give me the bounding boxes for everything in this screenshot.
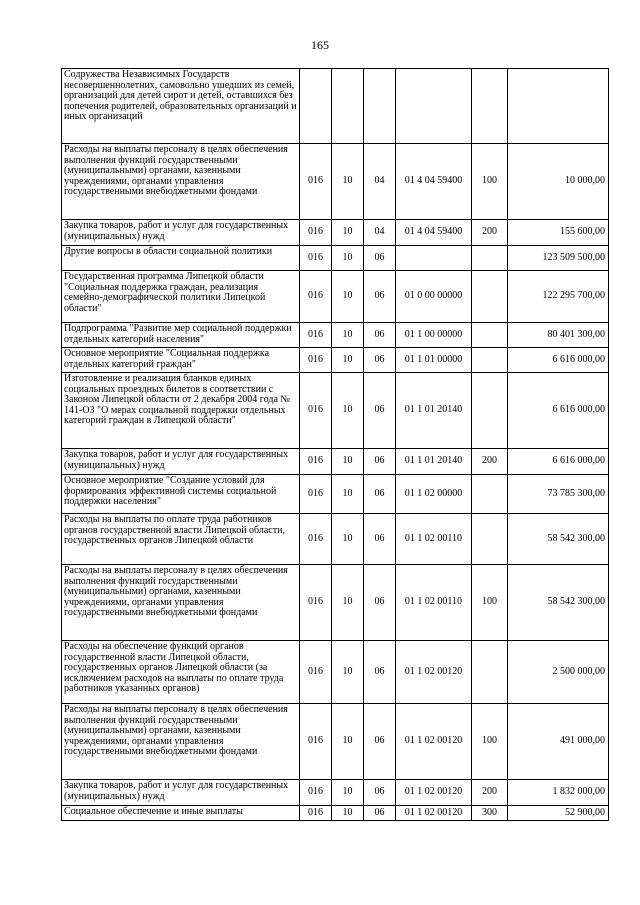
row-section: 10 — [332, 220, 364, 246]
row-subsection: 06 — [364, 246, 396, 271]
table-row — [62, 69, 609, 144]
row-name: Основное мероприятие "Социальная поддержка отдельных категорий граждан" — [62, 348, 300, 373]
row-ministry: 016 — [300, 348, 332, 373]
row-subsection: 06 — [364, 641, 396, 704]
row-amount: 52 900,00 — [508, 806, 609, 821]
row-subsection: 06 — [364, 373, 396, 449]
row-exp-type — [472, 271, 508, 323]
row-amount: 123 509 500,00 — [508, 246, 609, 271]
row-name: Подпрограмма "Развитие мер социальной поддержки отдельных категорий населения" — [62, 323, 300, 348]
row-subsection: 06 — [364, 806, 396, 821]
row-subsection: 06 — [364, 565, 396, 641]
table-row — [62, 323, 609, 348]
row-subsection: 06 — [364, 323, 396, 348]
row-target: 01 1 01 00000 — [396, 348, 472, 373]
row-name: Закупка товаров, работ и услуг для государственных (муниципальных) нужд — [62, 449, 300, 475]
row-target: 01 1 02 00110 — [396, 514, 472, 565]
row-amount: 6 616 000,00 — [508, 373, 609, 449]
row-target: 01 0 00 00000 — [396, 271, 472, 323]
row-ministry: 016 — [300, 271, 332, 323]
row-name: Другие вопросы в области социальной политики — [62, 246, 300, 271]
row-exp-type — [472, 641, 508, 704]
row-name: Основное мероприятие "Создание условий для формирования эффективной системы социальной поддержки населения" — [62, 475, 300, 514]
row-amount: 122 295 700,00 — [508, 271, 609, 323]
row-exp-type — [472, 323, 508, 348]
page-number: 165 — [311, 38, 329, 52]
row-exp-type — [472, 373, 508, 449]
row-name: Содружества Независимых Государств несовершеннолетних, самовольно ушедших из семей, организаций для детей сирот и детей, оставшихся без попечения родителей, образовательных организаций и иных организаций — [62, 69, 300, 144]
row-target: 01 1 02 00000 — [396, 475, 472, 514]
table-row — [62, 144, 609, 220]
row-name: Расходы на выплаты персоналу в целях обеспечения выполнения функций государственными (муниципальными) органами, казенными учреждениями, органами управления государственными внебюджетными фондами — [62, 144, 300, 220]
row-exp-type — [472, 69, 508, 144]
row-section: 10 — [332, 271, 364, 323]
row-target — [396, 69, 472, 144]
row-ministry: 016 — [300, 780, 332, 806]
row-ministry: 016 — [300, 246, 332, 271]
table-row — [62, 271, 609, 323]
row-ministry: 016 — [300, 641, 332, 704]
row-name: Расходы на выплаты персоналу в целях обеспечения выполнения функций государственными (муниципальными) органами, казенными учреждениями, органами управления государственными внебюджетными фондами — [62, 704, 300, 780]
table-row — [62, 475, 609, 514]
row-name: Изготовление и реализация бланков единых социальных проездных билетов в соответствии с Законом Липецкой области от 2 декабря 2004 года № 141-ОЗ "О мерах социальной поддержки отдельных категорий граждан в Липецкой области" — [62, 373, 300, 449]
row-name: Социальное обеспечение и иные выплаты — [62, 806, 300, 821]
row-ministry: 016 — [300, 323, 332, 348]
row-section: 10 — [332, 323, 364, 348]
row-amount: 1 832 000,00 — [508, 780, 609, 806]
row-exp-type: 100 — [472, 704, 508, 780]
row-ministry — [300, 69, 332, 144]
row-ministry: 016 — [300, 514, 332, 565]
row-section: 10 — [332, 514, 364, 565]
row-section: 10 — [332, 641, 364, 704]
row-ministry: 016 — [300, 475, 332, 514]
row-amount: 6 616 000,00 — [508, 348, 609, 373]
row-ministry: 016 — [300, 565, 332, 641]
row-section: 10 — [332, 348, 364, 373]
row-section: 10 — [332, 246, 364, 271]
table-row — [62, 348, 609, 373]
row-name: Расходы на выплаты персоналу в целях обеспечения выполнения функций государственными (муниципальными) органами, казенными учреждениями, органами управления государственными внебюджетными фондами — [62, 565, 300, 641]
row-exp-type: 300 — [472, 806, 508, 821]
row-amount — [508, 69, 609, 144]
table-row — [62, 449, 609, 475]
row-name: Расходы на обеспечение функций органов государственной власти Липецкой области, государственных органов Липецкой области (за исключением расходов на выплаты по оплате труда работников указанных органов) — [62, 641, 300, 704]
budget-table — [61, 68, 609, 821]
row-subsection: 04 — [364, 220, 396, 246]
row-exp-type — [472, 475, 508, 514]
row-target: 01 1 02 00120 — [396, 704, 472, 780]
row-exp-type — [472, 514, 508, 565]
row-amount: 491 000,00 — [508, 704, 609, 780]
budget-table-body — [62, 69, 609, 821]
row-subsection: 06 — [364, 780, 396, 806]
row-amount: 2 500 000,00 — [508, 641, 609, 704]
row-subsection: 06 — [364, 449, 396, 475]
table-row — [62, 704, 609, 780]
row-amount: 73 785 300,00 — [508, 475, 609, 514]
row-name: Закупка товаров, работ и услуг для государственных (муниципальных) нужд — [62, 780, 300, 806]
row-exp-type: 200 — [472, 220, 508, 246]
row-name: Государственная программа Липецкой области "Социальная поддержка граждан, реализация семейно-демографической политики Липецкой области" — [62, 271, 300, 323]
row-target: 01 1 02 00110 — [396, 565, 472, 641]
row-amount: 6 616 000,00 — [508, 449, 609, 475]
row-ministry: 016 — [300, 144, 332, 220]
row-target — [396, 246, 472, 271]
row-ministry: 016 — [300, 220, 332, 246]
row-exp-type — [472, 246, 508, 271]
table-row — [62, 780, 609, 806]
table-row — [62, 565, 609, 641]
row-target: 01 1 00 00000 — [396, 323, 472, 348]
row-target: 01 1 01 20140 — [396, 449, 472, 475]
row-ministry: 016 — [300, 449, 332, 475]
row-subsection: 06 — [364, 514, 396, 565]
row-section: 10 — [332, 449, 364, 475]
row-section: 10 — [332, 806, 364, 821]
row-exp-type: 200 — [472, 449, 508, 475]
row-subsection: 06 — [364, 475, 396, 514]
row-exp-type — [472, 348, 508, 373]
row-section — [332, 69, 364, 144]
row-ministry: 016 — [300, 806, 332, 821]
row-ministry: 016 — [300, 373, 332, 449]
row-target: 01 1 01 20140 — [396, 373, 472, 449]
row-target: 01 4 04 59400 — [396, 220, 472, 246]
row-target: 01 1 02 00120 — [396, 806, 472, 821]
row-section: 10 — [332, 565, 364, 641]
row-subsection: 06 — [364, 271, 396, 323]
table-row — [62, 246, 609, 271]
row-subsection: 06 — [364, 704, 396, 780]
row-section: 10 — [332, 144, 364, 220]
row-amount: 10 000,00 — [508, 144, 609, 220]
row-section: 10 — [332, 704, 364, 780]
table-row — [62, 806, 609, 821]
row-name: Закупка товаров, работ и услуг для государственных (муниципальных) нужд — [62, 220, 300, 246]
row-section: 10 — [332, 780, 364, 806]
row-subsection: 06 — [364, 348, 396, 373]
row-exp-type: 100 — [472, 565, 508, 641]
row-name: Расходы на выплаты по оплате труда работников органов государственной власти Липецкой области, государственных органов Липецкой области — [62, 514, 300, 565]
table-row — [62, 514, 609, 565]
row-subsection: 04 — [364, 144, 396, 220]
row-subsection — [364, 69, 396, 144]
row-exp-type: 100 — [472, 144, 508, 220]
row-section: 10 — [332, 373, 364, 449]
table-row — [62, 220, 609, 246]
row-amount: 155 600,00 — [508, 220, 609, 246]
row-amount: 58 542 300,00 — [508, 565, 609, 641]
row-target: 01 1 02 00120 — [396, 641, 472, 704]
row-exp-type: 200 — [472, 780, 508, 806]
row-target: 01 1 02 00120 — [396, 780, 472, 806]
row-section: 10 — [332, 475, 364, 514]
table-row — [62, 373, 609, 449]
row-amount: 58 542 300,00 — [508, 514, 609, 565]
row-target: 01 4 04 59400 — [396, 144, 472, 220]
row-amount: 80 401 300,00 — [508, 323, 609, 348]
table-row — [62, 641, 609, 704]
row-ministry: 016 — [300, 704, 332, 780]
